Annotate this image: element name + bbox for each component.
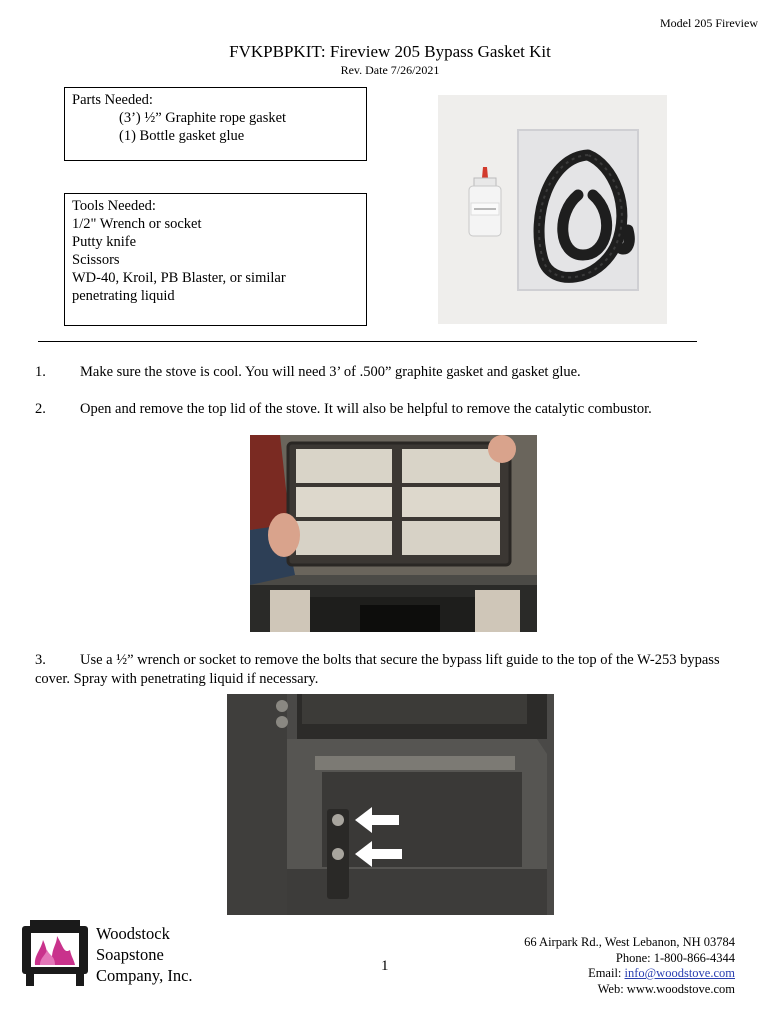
- tools-item: 1/2" Wrench or socket: [72, 216, 202, 232]
- step-number: 2.: [35, 401, 46, 417]
- tools-item: WD-40, Kroil, PB Blaster, or similar: [72, 270, 286, 286]
- company-line: Woodstock: [96, 924, 170, 943]
- phone: Phone: 1-800-866-4344: [615, 950, 735, 965]
- step-text: Make sure the stove is cool. You will need 3’ of .500” graphite gasket and gasket glue.: [80, 364, 581, 380]
- parts-item: (1) Bottle gasket glue: [119, 128, 245, 144]
- contact-info: [524, 935, 735, 997]
- tools-item: Putty knife: [72, 234, 137, 250]
- parts-needed-box: [64, 87, 367, 161]
- company-name: [96, 923, 193, 986]
- parts-item: (3’) ½” Graphite rope gasket: [119, 110, 287, 126]
- tools-item: Scissors: [72, 252, 120, 268]
- company-line: Company, Inc.: [96, 966, 193, 985]
- step-number: 3.: [35, 652, 46, 668]
- step-2: [35, 400, 745, 419]
- step-3: [35, 651, 745, 689]
- step-number: 1.: [35, 364, 46, 380]
- email-link[interactable]: info@woodstove.com: [624, 966, 735, 980]
- email-label: Email:: [588, 966, 625, 980]
- step-1: [35, 363, 745, 382]
- stove-lid-photo: [250, 435, 537, 632]
- document-title: FVKPBPKIT: Fireview 205 Bypass Gasket Kit: [229, 42, 551, 61]
- woodstock-logo: [22, 920, 88, 986]
- company-line: Soapstone: [96, 945, 164, 964]
- parts-heading: Parts Needed:: [72, 92, 153, 108]
- address: 66 Airpark Rd., West Lebanon, NH 03784: [524, 935, 735, 949]
- gasket-kit-photo: [438, 95, 667, 324]
- model-name: Model 205 Fireview: [660, 16, 758, 30]
- bypass-cover-photo: [227, 694, 554, 915]
- tools-heading: Tools Needed:: [72, 198, 156, 214]
- revision-date: Rev. Date 7/26/2021: [340, 63, 440, 77]
- step-text: Open and remove the top lid of the stove. It will also be helpful to remove the catalytic combustor.: [80, 401, 652, 417]
- email-line: [524, 966, 735, 982]
- page-number: 1: [381, 958, 389, 974]
- website: Web: www.woodstove.com: [597, 981, 735, 996]
- tools-item: penetrating liquid: [72, 288, 175, 304]
- step-text: Use a ½” wrench or socket to remove the bolts that secure the bypass lift guide to the top of the W-253 bypass cover. Spray with penetrating liquid if necessary.: [35, 652, 720, 687]
- tools-needed-box: [64, 193, 367, 326]
- section-divider: [38, 341, 697, 342]
